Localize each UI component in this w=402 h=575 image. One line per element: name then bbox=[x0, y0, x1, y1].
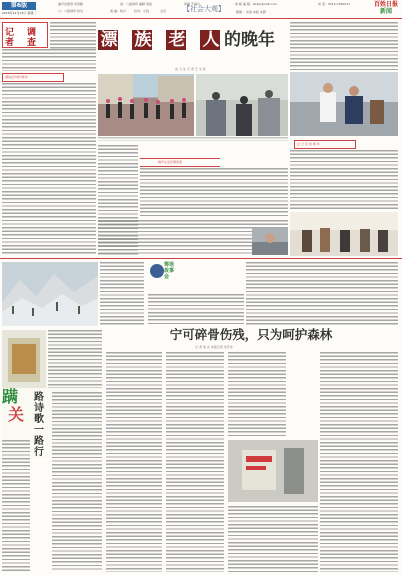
poem-title-char: 一 bbox=[34, 425, 44, 436]
hall-photo-illustration bbox=[290, 212, 398, 256]
kicker-box bbox=[2, 22, 48, 48]
small-photo bbox=[252, 228, 288, 255]
mountain-photo bbox=[2, 262, 98, 326]
hall-photo bbox=[290, 212, 398, 256]
poem-title-char: 歌 bbox=[34, 414, 44, 425]
middle-text bbox=[140, 168, 288, 218]
story-label bbox=[148, 262, 178, 292]
poem-body bbox=[2, 440, 30, 572]
small-photo-illustration bbox=[252, 228, 288, 255]
box-head-2 bbox=[294, 140, 356, 149]
article2-body bbox=[106, 352, 162, 572]
header-credit-1: 编号边策划 易雪勤 bbox=[58, 2, 83, 6]
poem-title-char: 行 bbox=[34, 447, 44, 458]
poem-title-char: 诗 bbox=[34, 403, 44, 414]
title-suffix: 的晚年 bbox=[224, 30, 275, 50]
section-subtag: 雅黛 ：东南 本版 来源 bbox=[236, 10, 266, 14]
story-label-text: 筹语故事会 bbox=[164, 262, 175, 280]
poem-title-char: 路 bbox=[34, 392, 44, 403]
article2-col bbox=[148, 294, 244, 326]
header-row2-1: 公：八版排印 校对 bbox=[58, 9, 83, 13]
right-column-text bbox=[290, 22, 398, 70]
kicker-char: 记 bbox=[5, 28, 15, 38]
article2-body bbox=[166, 352, 224, 572]
box-head-text: 晚年生活充满希望 bbox=[158, 160, 183, 164]
poem-body bbox=[52, 392, 102, 572]
kicker-char: 调 bbox=[27, 28, 37, 38]
title-char: 人 bbox=[202, 30, 220, 50]
dance-photo bbox=[98, 74, 194, 136]
kicker-char: 查 bbox=[27, 38, 37, 48]
section-divider bbox=[0, 258, 402, 259]
section-title: 【社会大观】 bbox=[183, 5, 225, 13]
elderly-photo bbox=[290, 72, 398, 136]
page-header bbox=[0, 0, 402, 19]
box-head-2-text: 记 日 见 的 晚 年 bbox=[297, 142, 320, 146]
kicker-char: 者 bbox=[5, 38, 15, 48]
intro-text bbox=[50, 22, 96, 50]
article-byline: 实 习 生 记 者 王 文 佳 bbox=[175, 67, 206, 71]
article2-title: 宁可碎骨伤残，只为呵护森林 bbox=[169, 327, 333, 342]
mountain-photo-illustration bbox=[2, 262, 98, 326]
subhead: 漂泊在外的"候鸟" bbox=[5, 75, 29, 79]
poem-photo bbox=[2, 330, 46, 388]
title-char: 漂 bbox=[100, 30, 118, 50]
header-row2-4: 文员 bbox=[160, 9, 167, 13]
page-number: 第6版 bbox=[10, 2, 28, 9]
forest-photo-illustration bbox=[228, 440, 318, 502]
paper-logo-text: 百姓日报 bbox=[373, 1, 398, 8]
issue-date: 2016年12月13日 星期二 bbox=[2, 11, 37, 15]
poem-label-box bbox=[2, 388, 30, 432]
photo-caption bbox=[98, 137, 288, 141]
title-char: 族 bbox=[134, 30, 152, 50]
box-head bbox=[140, 158, 220, 167]
article-title bbox=[98, 30, 288, 52]
poem-title bbox=[32, 392, 50, 472]
poem-text bbox=[48, 330, 102, 388]
title-char: 老 bbox=[168, 30, 186, 50]
header-credit-2: 美：八版排印 编辑 刘斌 bbox=[120, 2, 152, 6]
street-photo-illustration bbox=[196, 74, 288, 136]
paper-logo-sub: 新闻 bbox=[379, 8, 392, 15]
header-row2-2: 美 编：杭兵 bbox=[110, 9, 126, 13]
left-column-text bbox=[2, 83, 96, 255]
article2-body bbox=[228, 352, 286, 438]
poem-label-char: 蹒 bbox=[2, 387, 19, 406]
article2-body bbox=[320, 352, 398, 572]
right-text bbox=[290, 150, 398, 210]
header-credit-3: 审稿 于福兵 bbox=[184, 2, 200, 6]
dance-photo-illustration bbox=[98, 74, 194, 136]
forest-photo bbox=[228, 440, 318, 502]
paper-logo bbox=[372, 1, 400, 16]
poem-label-char: 关 bbox=[8, 405, 25, 424]
article2-body bbox=[228, 506, 318, 572]
article2-col bbox=[246, 262, 398, 326]
elderly-photo-illustration bbox=[290, 72, 398, 136]
police-icon bbox=[150, 264, 164, 278]
header-credit-5: 电 话：0514-2390521 bbox=[318, 2, 351, 6]
street-photo bbox=[196, 74, 288, 136]
header-row2-3: 校对：小钱 bbox=[134, 9, 150, 13]
page-number-badge bbox=[2, 2, 36, 10]
article2-intro bbox=[100, 262, 144, 326]
subhead-box bbox=[2, 73, 64, 82]
header-credit-4: 地 邮 编 箱：zbdjb@126.com bbox=[235, 2, 278, 6]
poem-title-char: 路 bbox=[34, 436, 44, 447]
article2-byline: 记 者 刘 言 本报记者 朱庆华 bbox=[195, 345, 233, 349]
poem-photo-illustration bbox=[2, 330, 46, 388]
lead-text bbox=[2, 49, 96, 71]
